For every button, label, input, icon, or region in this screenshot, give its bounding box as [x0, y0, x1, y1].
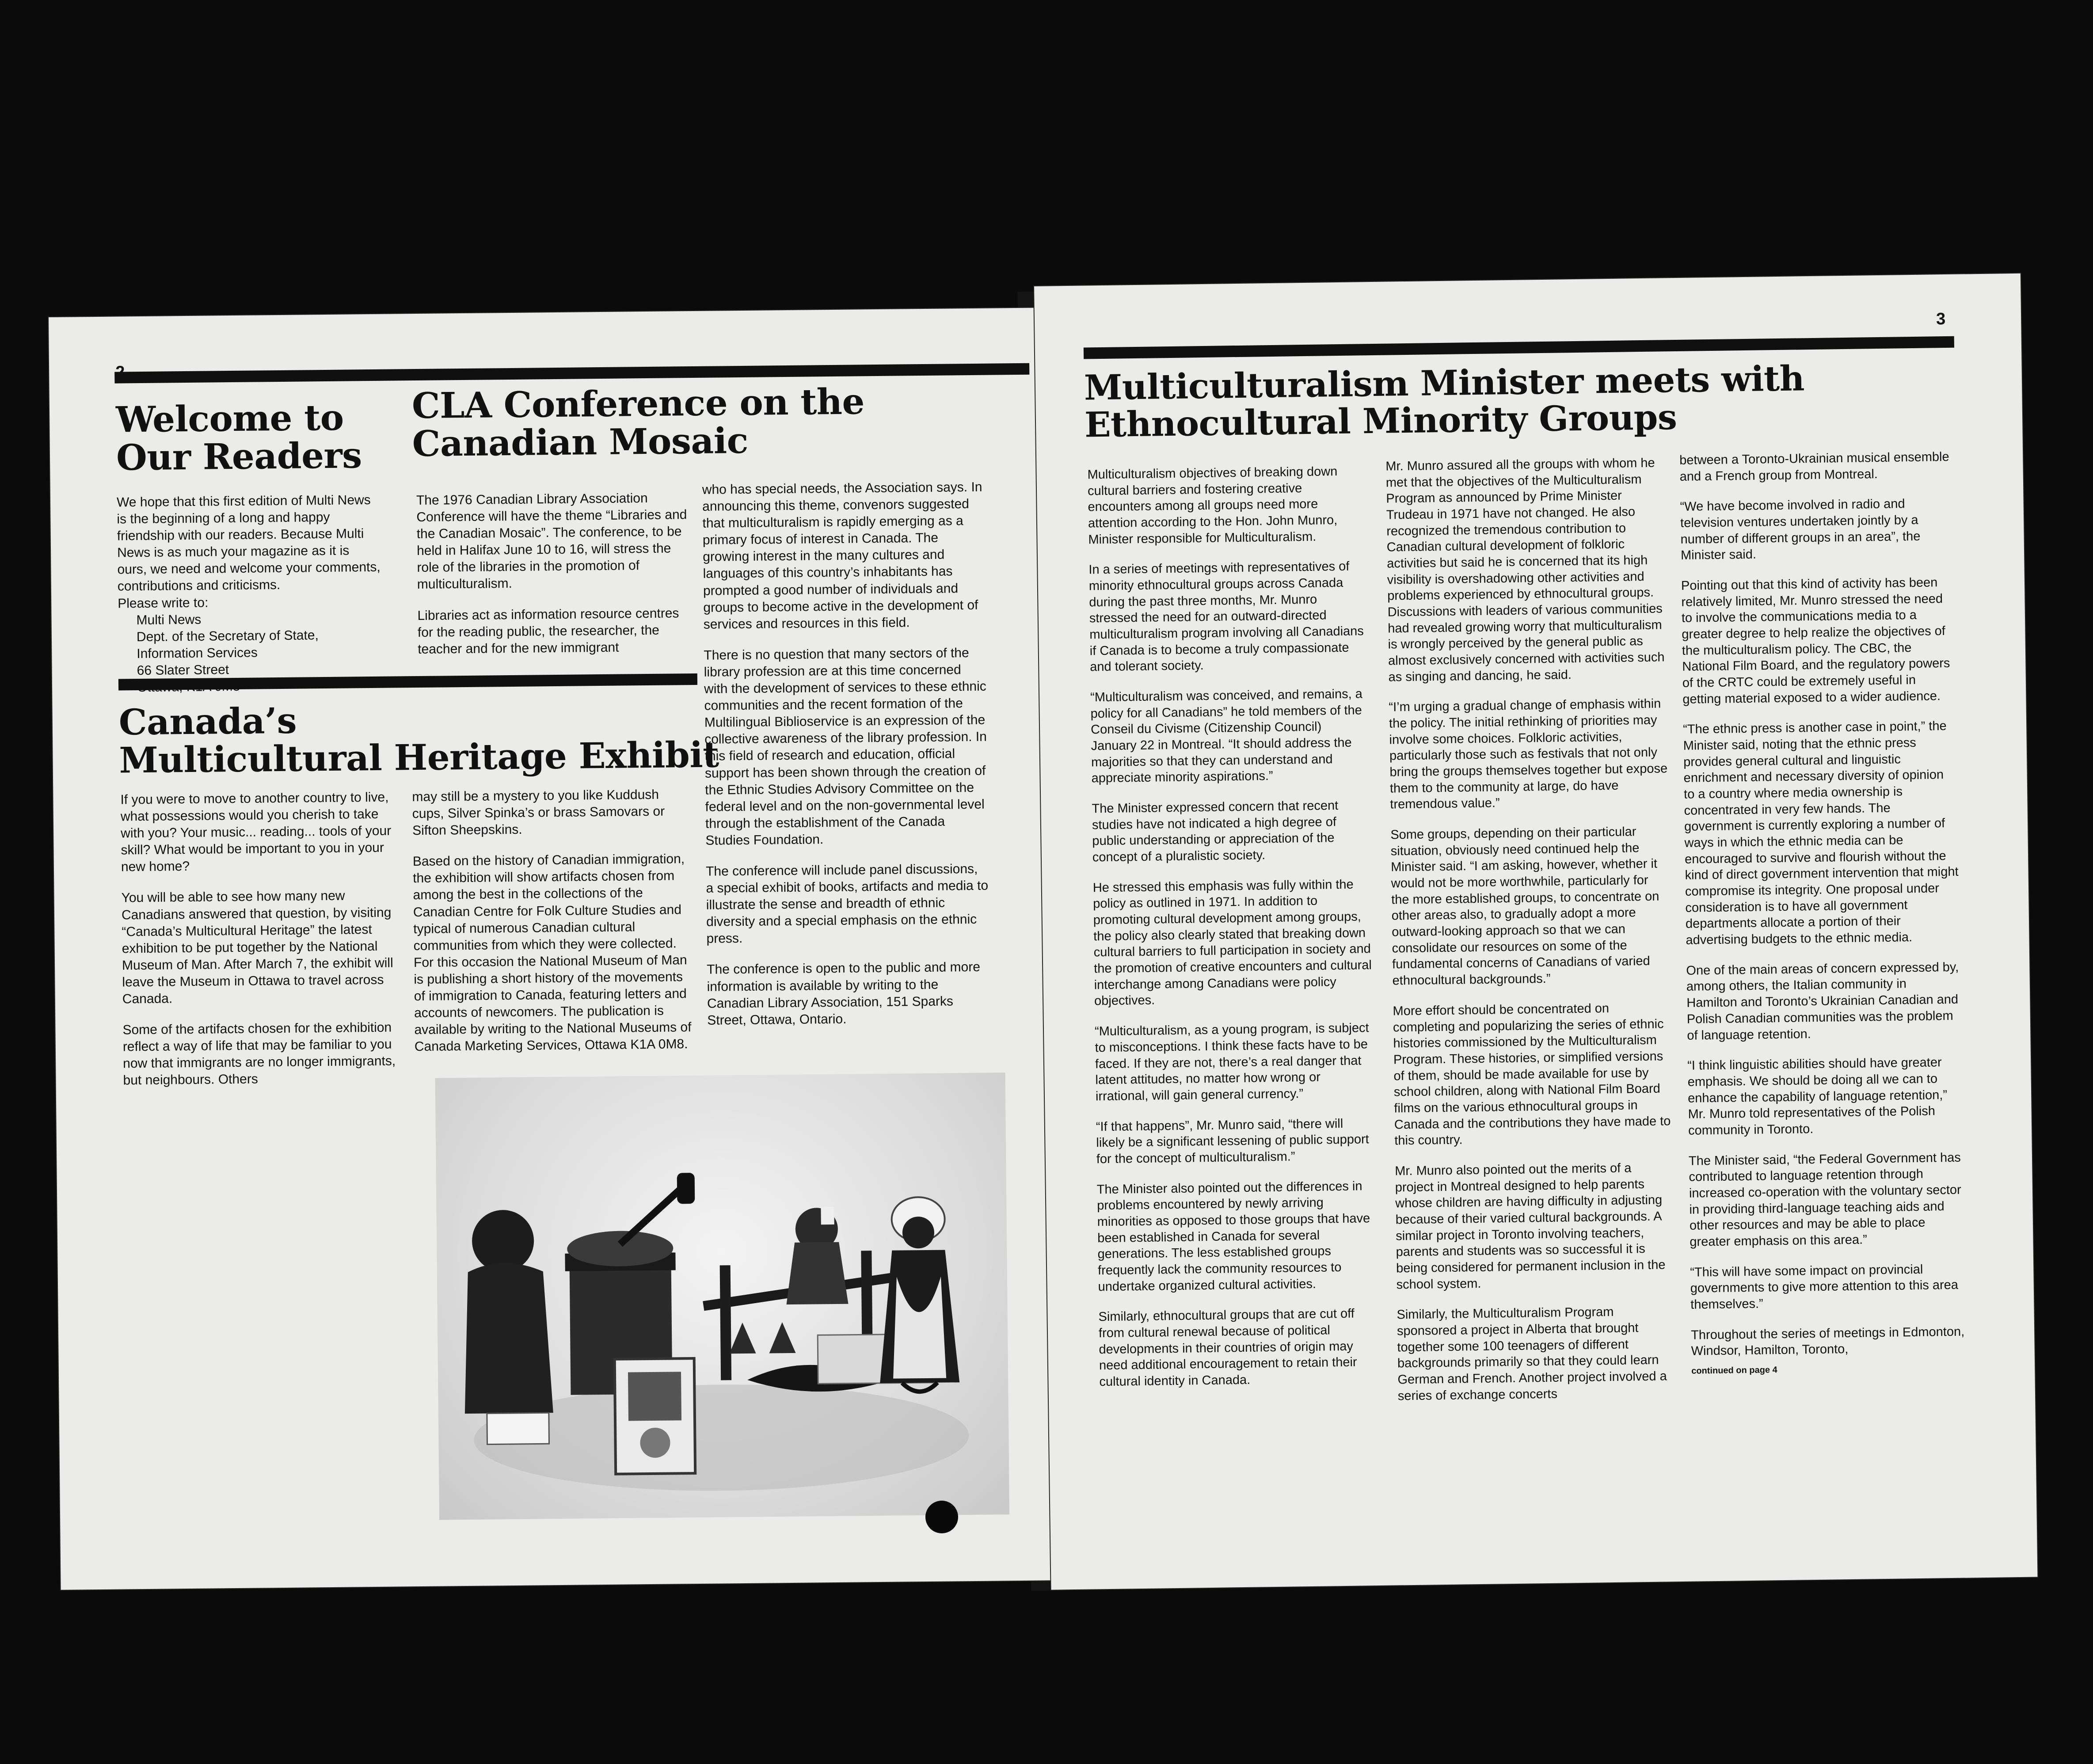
paragraph: The Minister said, “the Federal Government has contributed to language retention through increased co-operation with the voluntary sector in providing third-language teaching aids and other resources and may be able to place greater emphasis on this area.” — [1688, 1150, 1961, 1249]
paragraph: Multiculturalism objectives of breaking down cultural barriers and fostering creative encounters among all groups need more attention according to the Hon. John Munro, Minister responsible for Multiculturalism. — [1087, 464, 1338, 547]
cla-title-line1: CLA Conference on the — [411, 380, 865, 427]
paragraph: Pointing out that this kind of activity has been relatively limited, Mr. Munro stressed the need to involve the communications media to a greater degree to help realize the objectives of the multiculturalism policy. The CBC, the National Film Board, and the regulatory powers of the CRTC could be extremely useful in getting material exposed to a wider audience. — [1681, 575, 1950, 707]
paragraph: Mr. Munro assured all the groups with whom he met that the objectives of the Multiculturalism Program as announced by Prime Minister Trudeau in 1971 have not changed. He also recognized the tremendous contribution to Canadian cultural development of folkloric activities but said he is concerned that its high visibility is overshadowing other activities and problems experienced by ethnocultural groups. Discussions with leaders of various communities had revealed growing worry that multiculturalism is wrongly perceived by the general public as almost exclusively concerned with activities such as singing and dancing, he said. — [1385, 456, 1665, 684]
paragraph: The Minister expressed concern that recent studies have not indicated a high degree of public understanding or appreciation of the concept of a pluralistic society. — [1092, 798, 1339, 865]
headline-line2: Ethnocultural Minority Groups — [1084, 397, 1677, 445]
punch-hole-mark — [925, 1501, 958, 1533]
continued-note[interactable]: continued on page 4 — [1691, 1365, 1777, 1376]
paragraph: Similarly, the Multiculturalism Program sponsored a project in Alberta that brought together some 100 teenagers of different backgrounds primarily so that they could learn German and French. Another project involved a series of exchange concerts — [1397, 1305, 1667, 1403]
paragraph: Libraries act as information resource centres for the reading public, the researcher, the teacher and for the new immigrant — [417, 605, 679, 657]
paragraph: Based on the history of Canadian immigration, the exhibition will show artifacts chosen from among the best in the collections of the Canadian Centre for Folk Culture Studies and typical of numerous Canadian cultural communities from which they were collected. For this occasion the National Museum of Man is publishing a short history of the movements of immigration to Canada, featuring letters and accounts of newcomers. The publication is available by writing to the National Museums of Canada Marketing Services, Ottawa K1A 0M8. — [412, 852, 692, 1054]
paragraph: “I’m urging a gradual change of emphasis within the policy. The initial rethinking of priorities may involve some choices. Folkloric activities, particularly those such as festivals that not only bring the groups themselves together but expose them to the community at large, do have tremendous value.” — [1389, 696, 1668, 812]
exhibit-headline — [118, 697, 719, 779]
welcome-title-line2: Our Readers — [116, 434, 362, 479]
paragraph: Mr. Munro also pointed out the merits of a project in Montreal designed to help parents whose children are having difficulty in adjusting because of their varied cultural backgrounds. A similar project in Toronto involving teachers, parents and students was so successful it is being considered for permanent inclusion in the school system. — [1395, 1161, 1666, 1292]
paragraph: Some groups, depending on their particular situation, obviously need continued help the Minister said. “I am asking, however, whether it would not be more worthwhile, particularly for the more established groups, to concentrate on other areas also, to gradually adopt a more outward-looking approach so that we can consolidate our resources on some of the fundamental concerns of Canadians of varied ethnocultural backgrounds.” — [1390, 825, 1659, 988]
right-page — [1034, 274, 2037, 1590]
paragraph: He stressed this emphasis was fully within the policy as outlined in 1971. In addition to promoting cultural development among groups, the policy also clearly stated that breaking down cultural barriers to full participation in society and the promotion of creative encounters and cultural interchange among Canadians were policy objectives. — [1092, 877, 1372, 1008]
address-line: Dept. of the Secretary of State, — [136, 627, 319, 644]
paragraph: “The ethnic press is another case in point,” the Minister said, noting that the ethnic press provides general cultural and linguistic enrichment and necessary diversity of opinion to a country where media ownership is concentrated in very few hands. The government is currently exploring a number of ways in which the ethnic media can be encouraged to survive and flourish without the kind of direct government intervention that might compromise its integrity. One proposal under consideration is to have all government departments allocate a portion of their advertising budgets to the ethnic media. — [1683, 719, 1959, 947]
paragraph: Throughout the series of meetings in Edmonton, Windsor, Hamilton, Toronto, — [1690, 1324, 1965, 1358]
exhibit-column-2 — [412, 786, 693, 1069]
paragraph: who has special needs, the Association says. In announcing this theme, convenors suggested that multiculturalism is rapidly emerging as a primary focus of interest in Canada. The growing interest in the many cultures and languages of this country’s inhabitants has prompted a good number of individuals and groups to become active in the development of services and resources in this field. — [702, 479, 982, 632]
paragraph: One of the main areas of concern expressed by, among others, the Italian community in Hamilton and Toronto’s Ukrainian Canadian and Polish Canadian communities was the problem of language retention. — [1686, 960, 1959, 1043]
paragraph: If you were to move to another country to live, what possessions would you cherish to take with you? Your music... reading... tools of your skill? What would be important to you in your new home? — [120, 790, 392, 874]
paragraph: “Multiculturalism, as a young program, is subject to misconceptions. I think these facts have to be faced. If they are not, there’s a real danger that latent attitudes, no matter how wrong or irrational, will gain general currency.” — [1094, 1021, 1369, 1104]
exhibit-title-line2: Multicultural Heritage Exhibit — [119, 734, 719, 781]
exhibit-title-line1: Canada’s — [118, 700, 297, 743]
welcome-body — [117, 492, 384, 696]
article-column-3 — [1679, 449, 1965, 1377]
paragraph: The Minister also pointed out the differences in problems encountered by newly arriving minorities as opposed to those groups that have been established in Canada for several generations. The less established groups frequently lack the community resources to undertake organized cultural activities. — [1096, 1179, 1370, 1294]
page-number: 3 — [1936, 310, 1946, 329]
paragraph: “Multiculturalism was conceived, and remains, a policy for all Canadians” he told members of the Conseil du Civisme (Citizenship Council) January 22 in Montreal. “It should address the majorities so that they can understand and appreciate minority aspirations.” — [1090, 687, 1363, 786]
paragraph: “We have become involved in radio and television ventures undertaken jointly by a number of different groups in an area”, the Minister said. — [1680, 497, 1921, 563]
paragraph: Similarly, ethnocultural groups that are cut off from cultural renewal because of political developments in their countries of origin may need additional encouragement to retain their cultural identity in Canada. — [1098, 1306, 1357, 1389]
cla-column-2 — [702, 479, 990, 1043]
top-rule — [1084, 336, 1954, 359]
paragraph: You will be able to see how many new Canadians answered that question, by visiting “Canada’s Multicultural Heritage” the latest exhibition to be put together by the National Museum of Man. After March 7, the exhibit will leave the Museum in Ottawa to travel across Canada. — [121, 889, 393, 1007]
exhibit-column-1 — [120, 789, 397, 1103]
write-to-label: Please write to: — [118, 595, 209, 611]
paragraph: The conference will include panel discussions, a special exhibit of books, artifacts and media to illustrate the sense and breadth of ethnic diversity and a special emphasis on the ethnic press. — [705, 861, 989, 947]
paragraph: Some of the artifacts chosen for the exhibition reflect a way of life that may be familiar to you now that immigrants are no longer immigrants, but neighbours. Others — [122, 1020, 396, 1088]
top-rule — [114, 363, 1029, 384]
paragraph: More effort should be concentrated on completing and popularizing the series of ethnic histories commissioned by the Multiculturalism Program. These histories, or simplified versions of them, should be made available for use by school children, along with National Film Board films on the various ethnocultural groups in Canada and the contributions they have made to this country. — [1393, 1001, 1671, 1148]
article-column-2 — [1385, 455, 1676, 1418]
paragraph: between a Toronto-Ukrainian musical ensemble and a French group from Montreal. — [1679, 449, 1949, 484]
welcome-paragraph: We hope that this first edition of Multi News is the beginning of a long and happy friendship with our readers. Because Multi News is as much your magazine as it is ours, we need and welcome your comments, contributions and criticisms. — [116, 493, 381, 594]
paragraph: The 1976 Canadian Library Association Conference will have the theme “Libraries and the Canadian Mosaic”. The conference, to be held in Halifax June 10 to 16, will stress the role of the libraries in the promotion of multiculturalism. — [416, 491, 687, 592]
cla-column-1 — [416, 490, 692, 672]
paragraph: “If that happens”, Mr. Munro said, “there will likely be a significant lessening of public support for the concept of multiculturalism.” — [1096, 1116, 1369, 1167]
paragraph: “This will have some impact on provincial governments to give more attention to this area themselves.” — [1690, 1262, 1959, 1312]
article-headline — [1084, 360, 1805, 444]
paragraph: may still be a mystery to you like Kuddush cups, Silver Spinka’s or brass Samovars or Sifton Sheepskins. — [412, 787, 665, 838]
cla-headline — [412, 382, 865, 463]
left-page — [49, 308, 1055, 1589]
article-column-1 — [1087, 463, 1378, 1404]
paragraph: In a series of meetings with representatives of minority ethnocultural groups across Canada during the past three months, Mr. Munro stressed the need for an outward-directed multiculturalism program involving all Canadians if Canada is to become a truly compassionate and tolerant society. — [1088, 559, 1364, 674]
paragraph: There is no question that many sectors of the library profession are at this time concerned with the development of services to these ethnic communities and the recent formation of the Multilingual Biblioservice is an expression of the collective awareness of the library profession. In this field of research and education, official support has been shown through the creation of the Ethnic Studies Advisory Committee on the federal level and on the non-governmental level through the establishment of the Canada Studies Foundation. — [704, 645, 987, 848]
address-line: Multi News — [136, 612, 202, 627]
artifacts-photo — [435, 1072, 1010, 1520]
address-line: Information Services — [137, 645, 258, 661]
artifacts-illustration — [435, 1072, 1010, 1520]
paragraph: The conference is open to the public and more information is available by writing to the Canadian Library Association, 151 Sparks Street, Ottawa, Ontario. — [707, 960, 981, 1028]
headline-line1: Multiculturalism Minister meets with — [1084, 358, 1805, 408]
welcome-headline — [116, 398, 362, 477]
address-line: 66 Slater Street — [137, 662, 229, 678]
welcome-title-line1: Welcome to — [115, 396, 344, 441]
paragraph: “I think linguistic abilities should have greater emphasis. We should be doing all we can to enhance the capability of language retention,” Mr. Munro told representatives of the Polish community in Toronto. — [1687, 1055, 1948, 1138]
cla-title-line2: Canadian Mosaic — [412, 420, 749, 465]
